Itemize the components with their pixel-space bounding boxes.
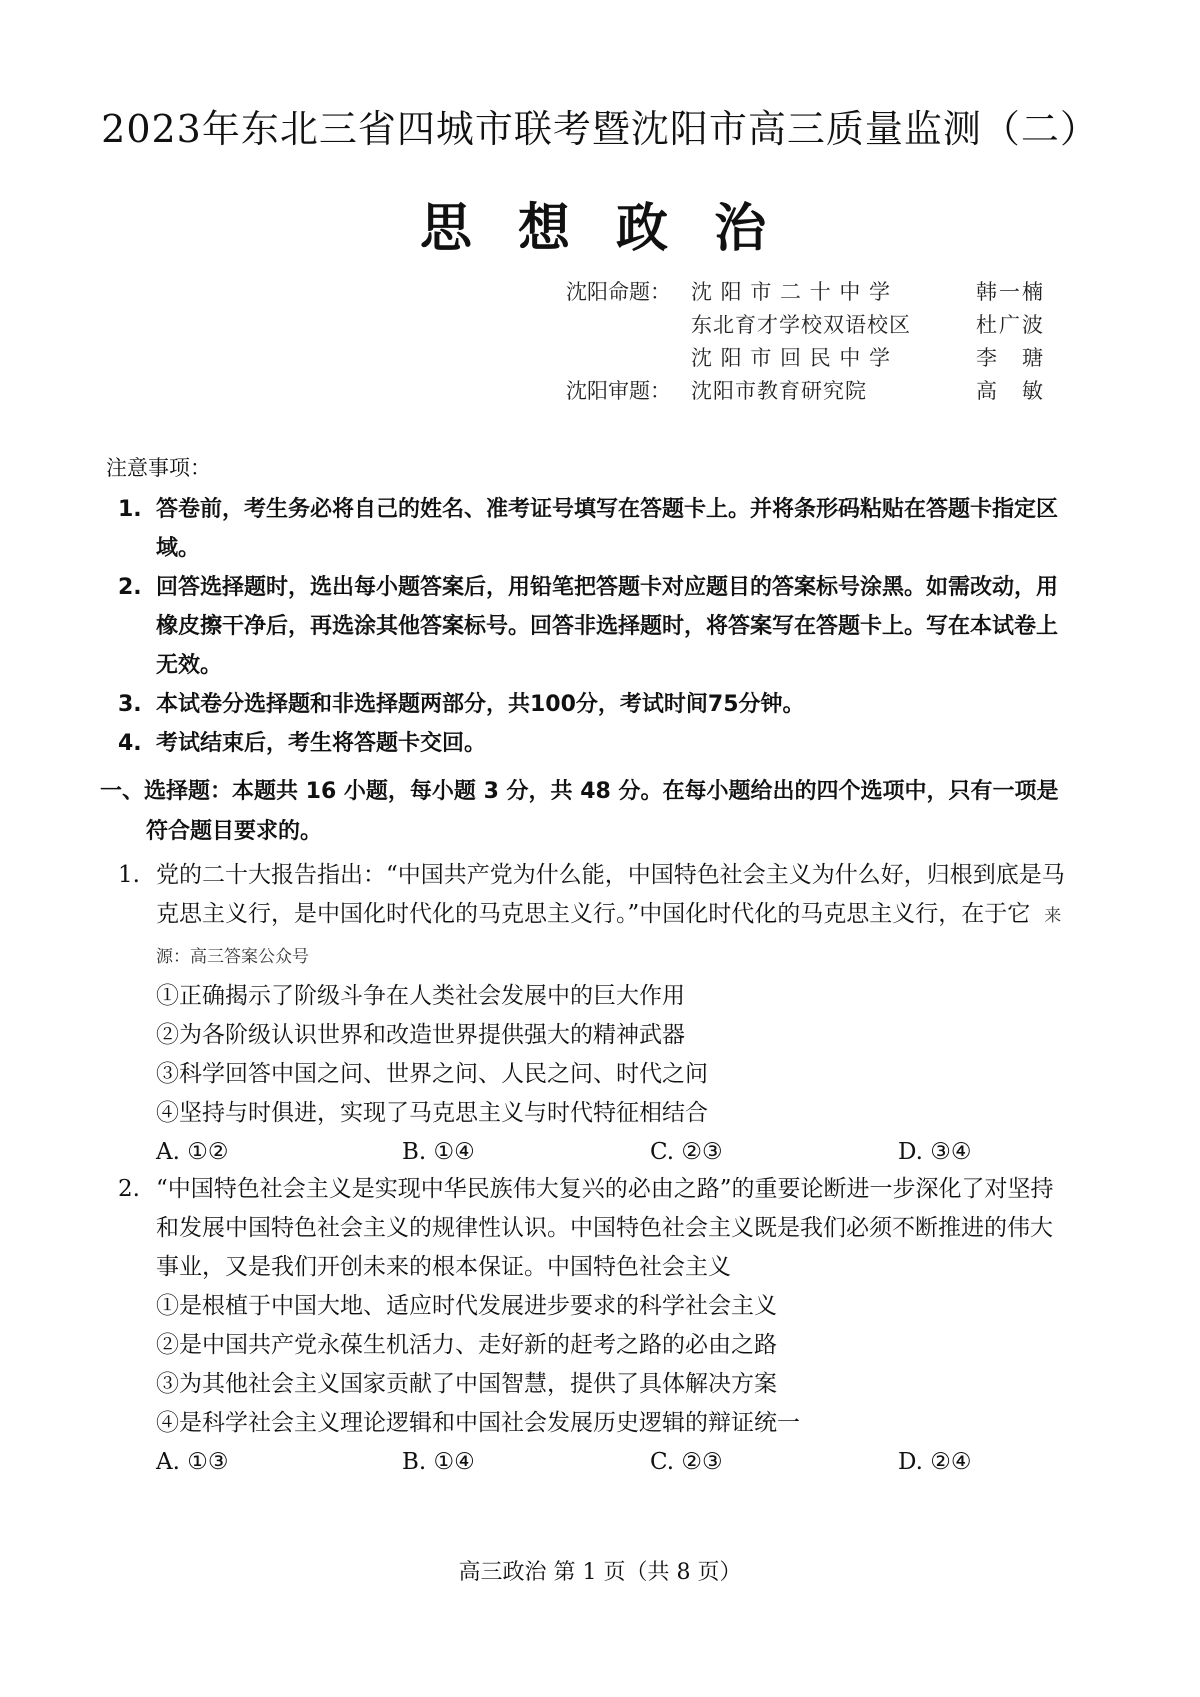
credit-name: 高 敏: [976, 379, 1045, 403]
question-text: 党的二十大报告指出：“中国共产党为什么能，中国特色社会主义为什么好，归根到底是马克思主义行，是中国化时代化的马克思主义行。”中国化时代化的马克思主义行，在于它: [156, 862, 1065, 927]
statement-option: ④坚持与时俱进，实现了马克思主义与时代特征相结合: [156, 1100, 708, 1126]
note-item: [118, 490, 1068, 568]
statement-option: ②为各阶级认识世界和改造世界提供强大的精神武器: [156, 1022, 685, 1048]
question-stem: [118, 1170, 1068, 1287]
choice-a: A. ①②: [156, 1139, 229, 1165]
choice-a: A. ①③: [156, 1449, 229, 1475]
credit-name: 韩一楠: [976, 280, 1045, 304]
choice-c: C. ②③: [650, 1139, 723, 1165]
question-number: 2.: [118, 1176, 140, 1202]
exam-title: 2023年东北三省四城市联考暨沈阳市高三质量监测（二）: [101, 107, 1099, 151]
credit-school: 东北育才学校双语校区: [691, 313, 911, 337]
question-2: [118, 1170, 1068, 1483]
note-number: 4.: [118, 731, 142, 756]
statement-option: ①正确揭示了阶级斗争在人类社会发展中的巨大作用: [156, 983, 685, 1009]
note-text: 答卷前，考生务必将自己的姓名、准考证号填写在答题卡上。并将条形码粘贴在答题卡指定区域。: [156, 497, 1059, 561]
question-stem: [118, 856, 1068, 977]
choice-d: D. ②④: [898, 1449, 972, 1475]
note-item: [118, 568, 1068, 685]
note-number: 3.: [118, 692, 142, 717]
credits-block: [566, 276, 1066, 408]
choice-b: B. ①④: [402, 1139, 475, 1165]
notes-title: 注意事项：: [106, 456, 211, 480]
credit-row: [566, 276, 1066, 309]
answer-choices: [118, 1443, 1068, 1483]
statement-option: ④是科学社会主义理论逻辑和中国社会发展历史逻辑的辩证统一: [156, 1410, 800, 1436]
question-options: [118, 1287, 1068, 1443]
redaction-blob: [128, 228, 378, 398]
choice-c: C. ②③: [650, 1449, 723, 1475]
choice-b: B. ①④: [402, 1449, 475, 1475]
question-1: [118, 856, 1068, 1173]
note-number: 1.: [118, 497, 142, 522]
credit-school: 沈 阳 市 二 十 中 学: [691, 280, 892, 304]
statement-option: ③为其他社会主义国家贡献了中国智慧，提供了具体解决方案: [156, 1371, 777, 1397]
page-footer: 高三政治 第 1 页（共 8 页）: [458, 1560, 742, 1585]
note-text: 本试卷分选择题和非选择题两部分，共100分，考试时间75分钟。: [156, 692, 805, 717]
credit-row: [566, 309, 1066, 342]
note-item: [118, 685, 1068, 724]
question-number: 1.: [118, 862, 140, 888]
credit-school: 沈阳市教育研究院: [691, 379, 867, 403]
answer-choices: [118, 1133, 1068, 1173]
note-text: 回答选择题时，选出每小题答案后，用铅笔把答题卡对应题目的答案标号涂黑。如需改动，用橡皮擦干净后，再选涂其他答案标号。回答非选择题时，将答案写在答题卡上。写在本试卷上无效。: [156, 575, 1059, 678]
credit-row: [566, 342, 1066, 375]
statement-option: ②是中国共产党永葆生机活力、走好新的赶考之路的必由之路: [156, 1332, 777, 1358]
credit-row: [566, 375, 1066, 408]
credit-label: 沈阳命题：: [566, 280, 671, 304]
note-text: 考试结束后，考生将答题卡交回。: [156, 731, 487, 756]
note-item: [118, 724, 1068, 763]
credit-name: 杜广波: [976, 313, 1045, 337]
choice-d: D. ③④: [898, 1139, 972, 1165]
note-number: 2.: [118, 575, 142, 600]
section-heading: [100, 772, 1060, 852]
source-note: 来源：高三答案公众号: [156, 906, 1062, 967]
statement-option: ③科学回答中国之问、世界之问、人民之问、时代之问: [156, 1061, 708, 1087]
notes-list: [118, 490, 1068, 763]
subject-title: 思 想 政 治: [419, 198, 781, 259]
credit-name: 李 瑭: [976, 346, 1045, 370]
statement-option: ①是根植于中国大地、适应时代发展进步要求的科学社会主义: [156, 1293, 777, 1319]
section-text: 一、选择题：本题共 16 小题，每小题 3 分，共 48 分。在每小题给出的四个选项中，只有一项是符合题目要求的。: [100, 779, 1059, 844]
credit-label: 沈阳审题：: [566, 379, 671, 403]
credit-school: 沈 阳 市 回 民 中 学: [691, 346, 892, 370]
question-text: “中国特色社会主义是实现中华民族伟大复兴的必由之路”的重要论断进一步深化了对坚持和发展中国特色社会主义的规律性认识。中国特色社会主义既是我们必须不断推进的伟大事业，又是我们开创未来的根本保证。中国特色社会主义: [156, 1176, 1054, 1280]
question-options: [118, 977, 1068, 1133]
